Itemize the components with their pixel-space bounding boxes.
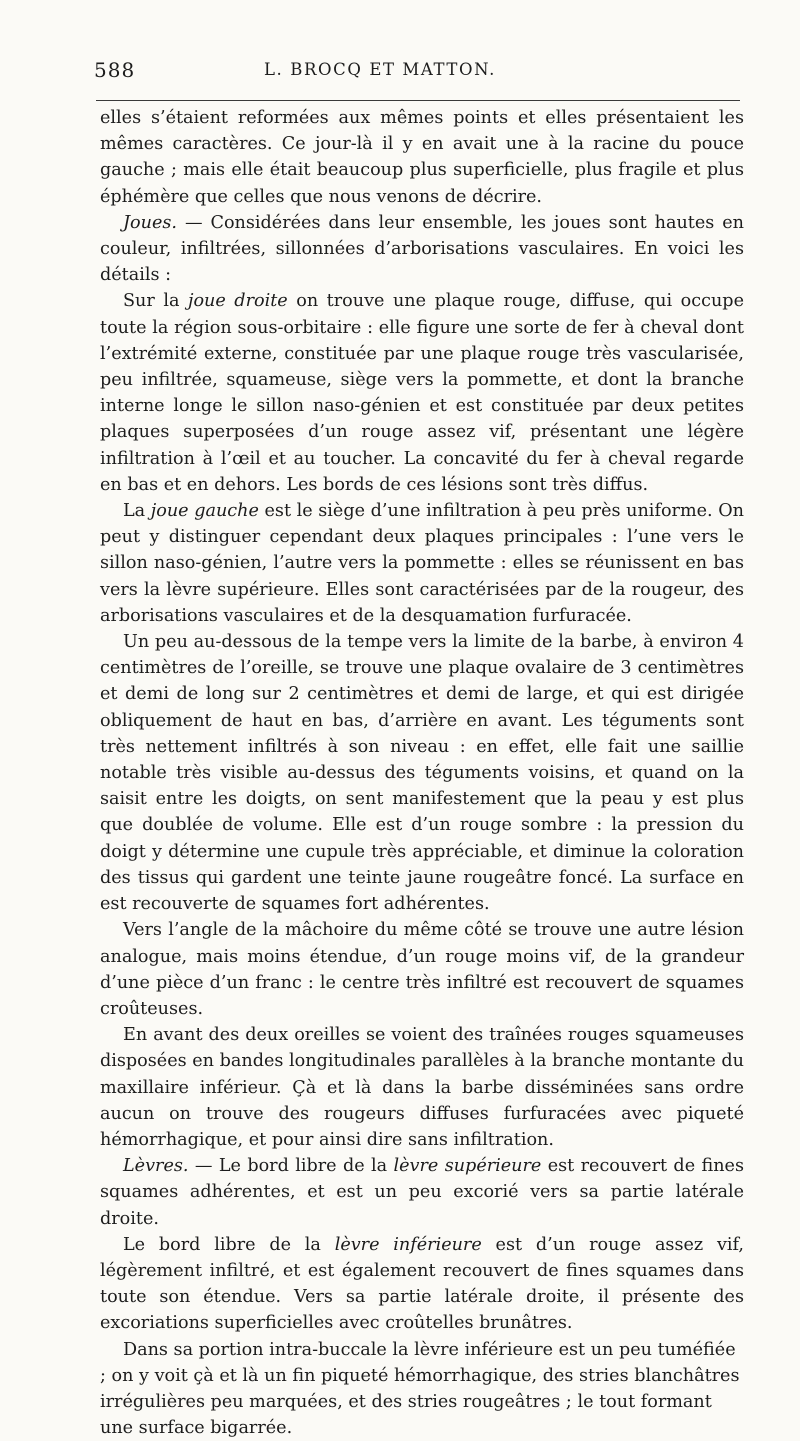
paragraph: Le bord libre de la lèvre inférieure est d’un rouge assez vif, légèrement infiltré, et est également recouvert de fines squames dans toute son étendue. Vers sa partie latérale droite, il présente des excoriations superficielles avec croûtelles brunâtres. [100, 1234, 744, 1334]
emphasis: joue droite [187, 291, 288, 312]
emphasis: lèvre inférieure [334, 1234, 482, 1255]
paragraph: Dans sa portion intra-buccale la lèvre inférieure est un peu tuméfiée ; on y voit çà et là un fin piqueté hémorrhagique, des stries blanchâtres irrégulières peu marquées, et des stries rougeâtres ; le tout formant une surface bigarrée. [100, 1339, 740, 1439]
section-heading: Lèvres. [123, 1156, 189, 1177]
paragraph: Un peu au-dessous de la tempe vers la limite de la barbe, à environ 4 centimètres de l’oreille, se trouve une plaque ovalaire de 3 centimètres et demi de long sur 2 centimètres et demi de large, et qui est dirigée obliquement de haut en bas, d’arrière en avant. Les téguments sont très nettement infiltrés à son niveau : en effet, elle fait une saillie notable très visible au-dessus des téguments voisins, et quand on la saisit entre les doigts, on sent manifestement que la peau y est plus que doublée de volume. Elle est d’un rouge sombre : la pression du doigt y détermine une cupule très appréciable, et diminue la coloration des tissus qui gardent une teinte jaune rougeâtre foncé. La surface en est recouverte de squames fort adhérentes. [100, 632, 744, 915]
header-rule [96, 100, 740, 101]
emphasis: lèvre supérieure [393, 1156, 542, 1177]
paragraph: Joues. — Considérées dans leur ensemble, les joues sont hautes en couleur, infiltrées, sillonnées d’arborisations vasculaires. En voici les détails : [100, 212, 744, 286]
paragraph: elles s’étaient reformées aux mêmes points et elles présentaient les mêmes caractères. Ce jour-là il y en avait une à la racine du pouce gauche ; mais elle était beaucoup plus superficielle, plus fragile et plus éphémère que celles que nous venons de décrire. [100, 108, 744, 207]
page-header [94, 58, 754, 88]
running-head: L. BROCQ ET MATTON. [264, 60, 496, 79]
emphasis: joue gauche [150, 501, 259, 522]
paragraph: En avant des deux oreilles se voient des traînées rouges squameuses disposées en bandes longitudinales parallèles à la branche montante du maxillaire inférieur. Çà et là dans la barbe disséminées sans ordre aucun on trouve des rougeurs diffuses furfuracées avec piqueté hémorrhagique, et pour ainsi dire sans infiltration. [100, 1025, 744, 1150]
paragraph: Sur la joue droite on trouve une plaque rouge, diffuse, qui occupe toute la région sous-orbitaire : elle figure une sorte de fer à cheval dont l’extrémité externe, constituée par une plaque rouge très vascularisée, peu infiltrée, squameuse, siège vers la pommette, et dont la branche interne longe le sillon naso-génien et est constituée par deux petites plaques superposées d’un rouge assez vif, présentant une légère infiltration à l’œil et au toucher. La concavité du fer à cheval regarde en bas et en dehors. Les bords de ces lésions sont très diffus. [100, 291, 744, 495]
page-number: 588 [94, 58, 136, 82]
paragraph: Lèvres. — Le bord libre de la lèvre supérieure est recouvert de fines squames adhérentes, et est un peu excorié vers sa partie latérale droite. [100, 1156, 744, 1229]
paragraph: Vers l’angle de la mâchoire du même côté se trouve une autre lésion analogue, mais moins étendue, d’un rouge moins vif, de la grandeur d’une pièce d’un franc : le centre très infiltré est recouvert de squames croûteuses. [100, 920, 744, 1019]
body-text [100, 105, 744, 1441]
paragraph: La joue gauche est le siège d’une infiltration à peu près uniforme. On peut y distinguer cependant deux plaques principales : l’une vers le sillon naso-génien, l’autre vers la pommette : elles se réunissent en bas vers la lèvre supérieure. Elles sont caractérisées par de la rougeur, des arborisations vasculaires et de la desquamation furfuracée. [100, 501, 745, 626]
section-heading: Joues. [123, 212, 178, 233]
